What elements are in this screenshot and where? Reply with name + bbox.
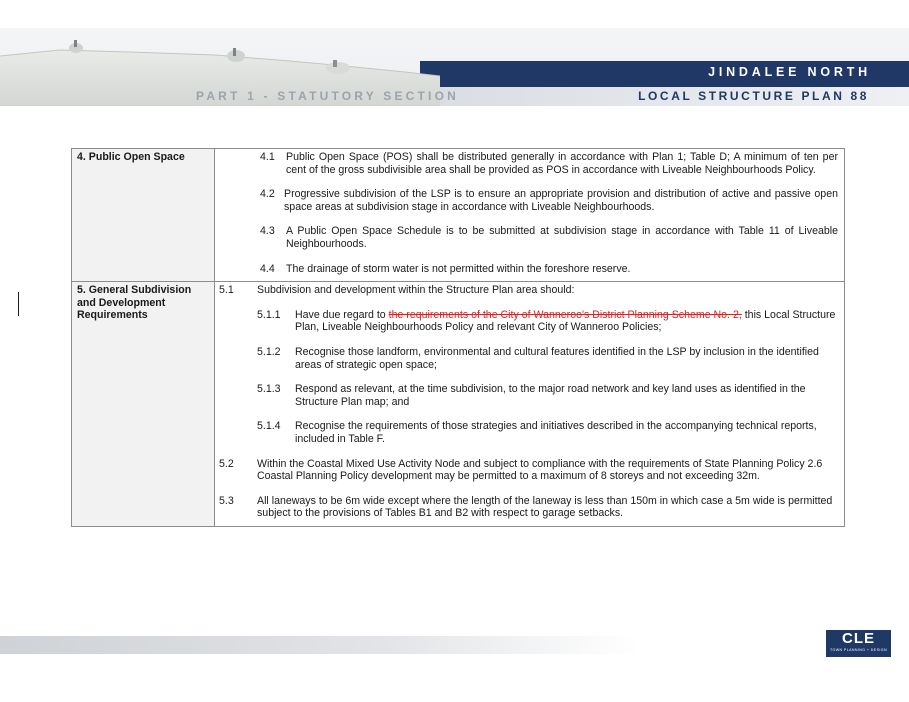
struck-text: the requirements of the City of Wanneroo's District Planning Scheme No. 2,	[388, 308, 742, 321]
item-number: 4.4	[260, 262, 275, 275]
item-text: Recognise the requirements of those strategies and initiatives described in the accompanying technical reports, included in Table F.	[295, 420, 817, 445]
provisions-table	[71, 148, 845, 527]
cle-logo	[826, 630, 891, 657]
item-text-before: Have due regard to	[295, 308, 389, 321]
list-item	[260, 263, 838, 276]
list-item	[257, 309, 838, 334]
section-label: PART 1 - STATUTORY SECTION	[196, 89, 459, 103]
item-number: 4.1	[260, 151, 275, 163]
text-cursor	[18, 292, 19, 316]
document-title: JINDALEE NORTH	[708, 65, 871, 79]
row-content	[215, 149, 845, 282]
item-number: 4.3	[260, 225, 275, 238]
list-item	[219, 458, 838, 483]
item-text: Recognise those landform, environmental and cultural features identified in the LSP by inclusion in the identified areas of strategic open space;	[295, 345, 819, 371]
item-text	[295, 309, 838, 334]
item-number: 4.2	[260, 188, 275, 201]
row-heading: 5. General Subdivision and Development Requirements	[72, 282, 215, 527]
document-subtitle: LOCAL STRUCTURE PLAN 88	[638, 89, 869, 103]
row-content	[215, 282, 845, 527]
list-item	[260, 151, 838, 176]
footer-band	[0, 636, 640, 654]
list-item	[260, 188, 838, 213]
item-number: 5.1.1	[257, 308, 281, 321]
row-heading: 4. Public Open Space	[72, 149, 215, 282]
list-item	[219, 495, 838, 520]
list-item	[260, 225, 838, 250]
list-item	[257, 383, 838, 408]
item-text: Respond as relevant, at the time subdivision, to the major road network and key land uses as identified in the Structure Plan map; and	[295, 383, 806, 408]
table-row	[72, 149, 845, 282]
item-number: 5.3	[219, 494, 234, 507]
item-text: A Public Open Space Schedule is to be submitted at subdivision stage in accordance with Table 11 of Liveable Neighbourhoods.	[286, 225, 838, 250]
item-text: Within the Coastal Mixed Use Activity Node and subject to compliance with the requirements of State Planning Policy 2.6 Coastal Planning Policy development may be permitted to a maximum of 8 storeys and not exceeding 32m.	[257, 457, 823, 483]
item-number: 5.2	[219, 457, 234, 470]
logo-subtext: TOWN PLANNING + DESIGN	[830, 648, 887, 652]
item-text: Progressive subdivision of the LSP is to ensure an appropriate provision and distribution of active and passive open space areas at subdivision stage in accordance with Liveable Neighbourhoods.	[284, 188, 838, 213]
item-text: Public Open Space (POS) shall be distributed generally in accordance with Plan 1; Table D; A minimum of ten per cent of the gross subdivisible area shall be provided as POS in accordance with Liveable Neighbourhoods Policy.	[286, 151, 838, 176]
item-number: 5.1.3	[257, 383, 281, 396]
item-number: 5.1.4	[257, 420, 281, 433]
list-item	[219, 284, 838, 297]
table-row	[72, 282, 845, 527]
item-text: Subdivision and development within the Structure Plan area should:	[257, 284, 575, 297]
item-text: The drainage of storm water is not permitted within the foreshore reserve.	[286, 262, 631, 275]
item-text: All laneways to be 6m wide except where the length of the laneway is less than 150m in which case a 5m wide is permitted subject to the provisions of Tables B1 and B2 with respect to garage setbacks.	[257, 494, 833, 520]
header-banner	[0, 28, 909, 106]
logo-text: CLE	[842, 630, 875, 647]
item-number: 5.1	[219, 284, 234, 297]
list-item	[257, 346, 838, 371]
list-item	[257, 420, 838, 445]
item-text-after: this Local Structure Plan, Liveable Neighbourhoods Policy and relevant City of Wanneroo Policies;	[295, 308, 836, 334]
item-number: 5.1.2	[257, 345, 281, 358]
